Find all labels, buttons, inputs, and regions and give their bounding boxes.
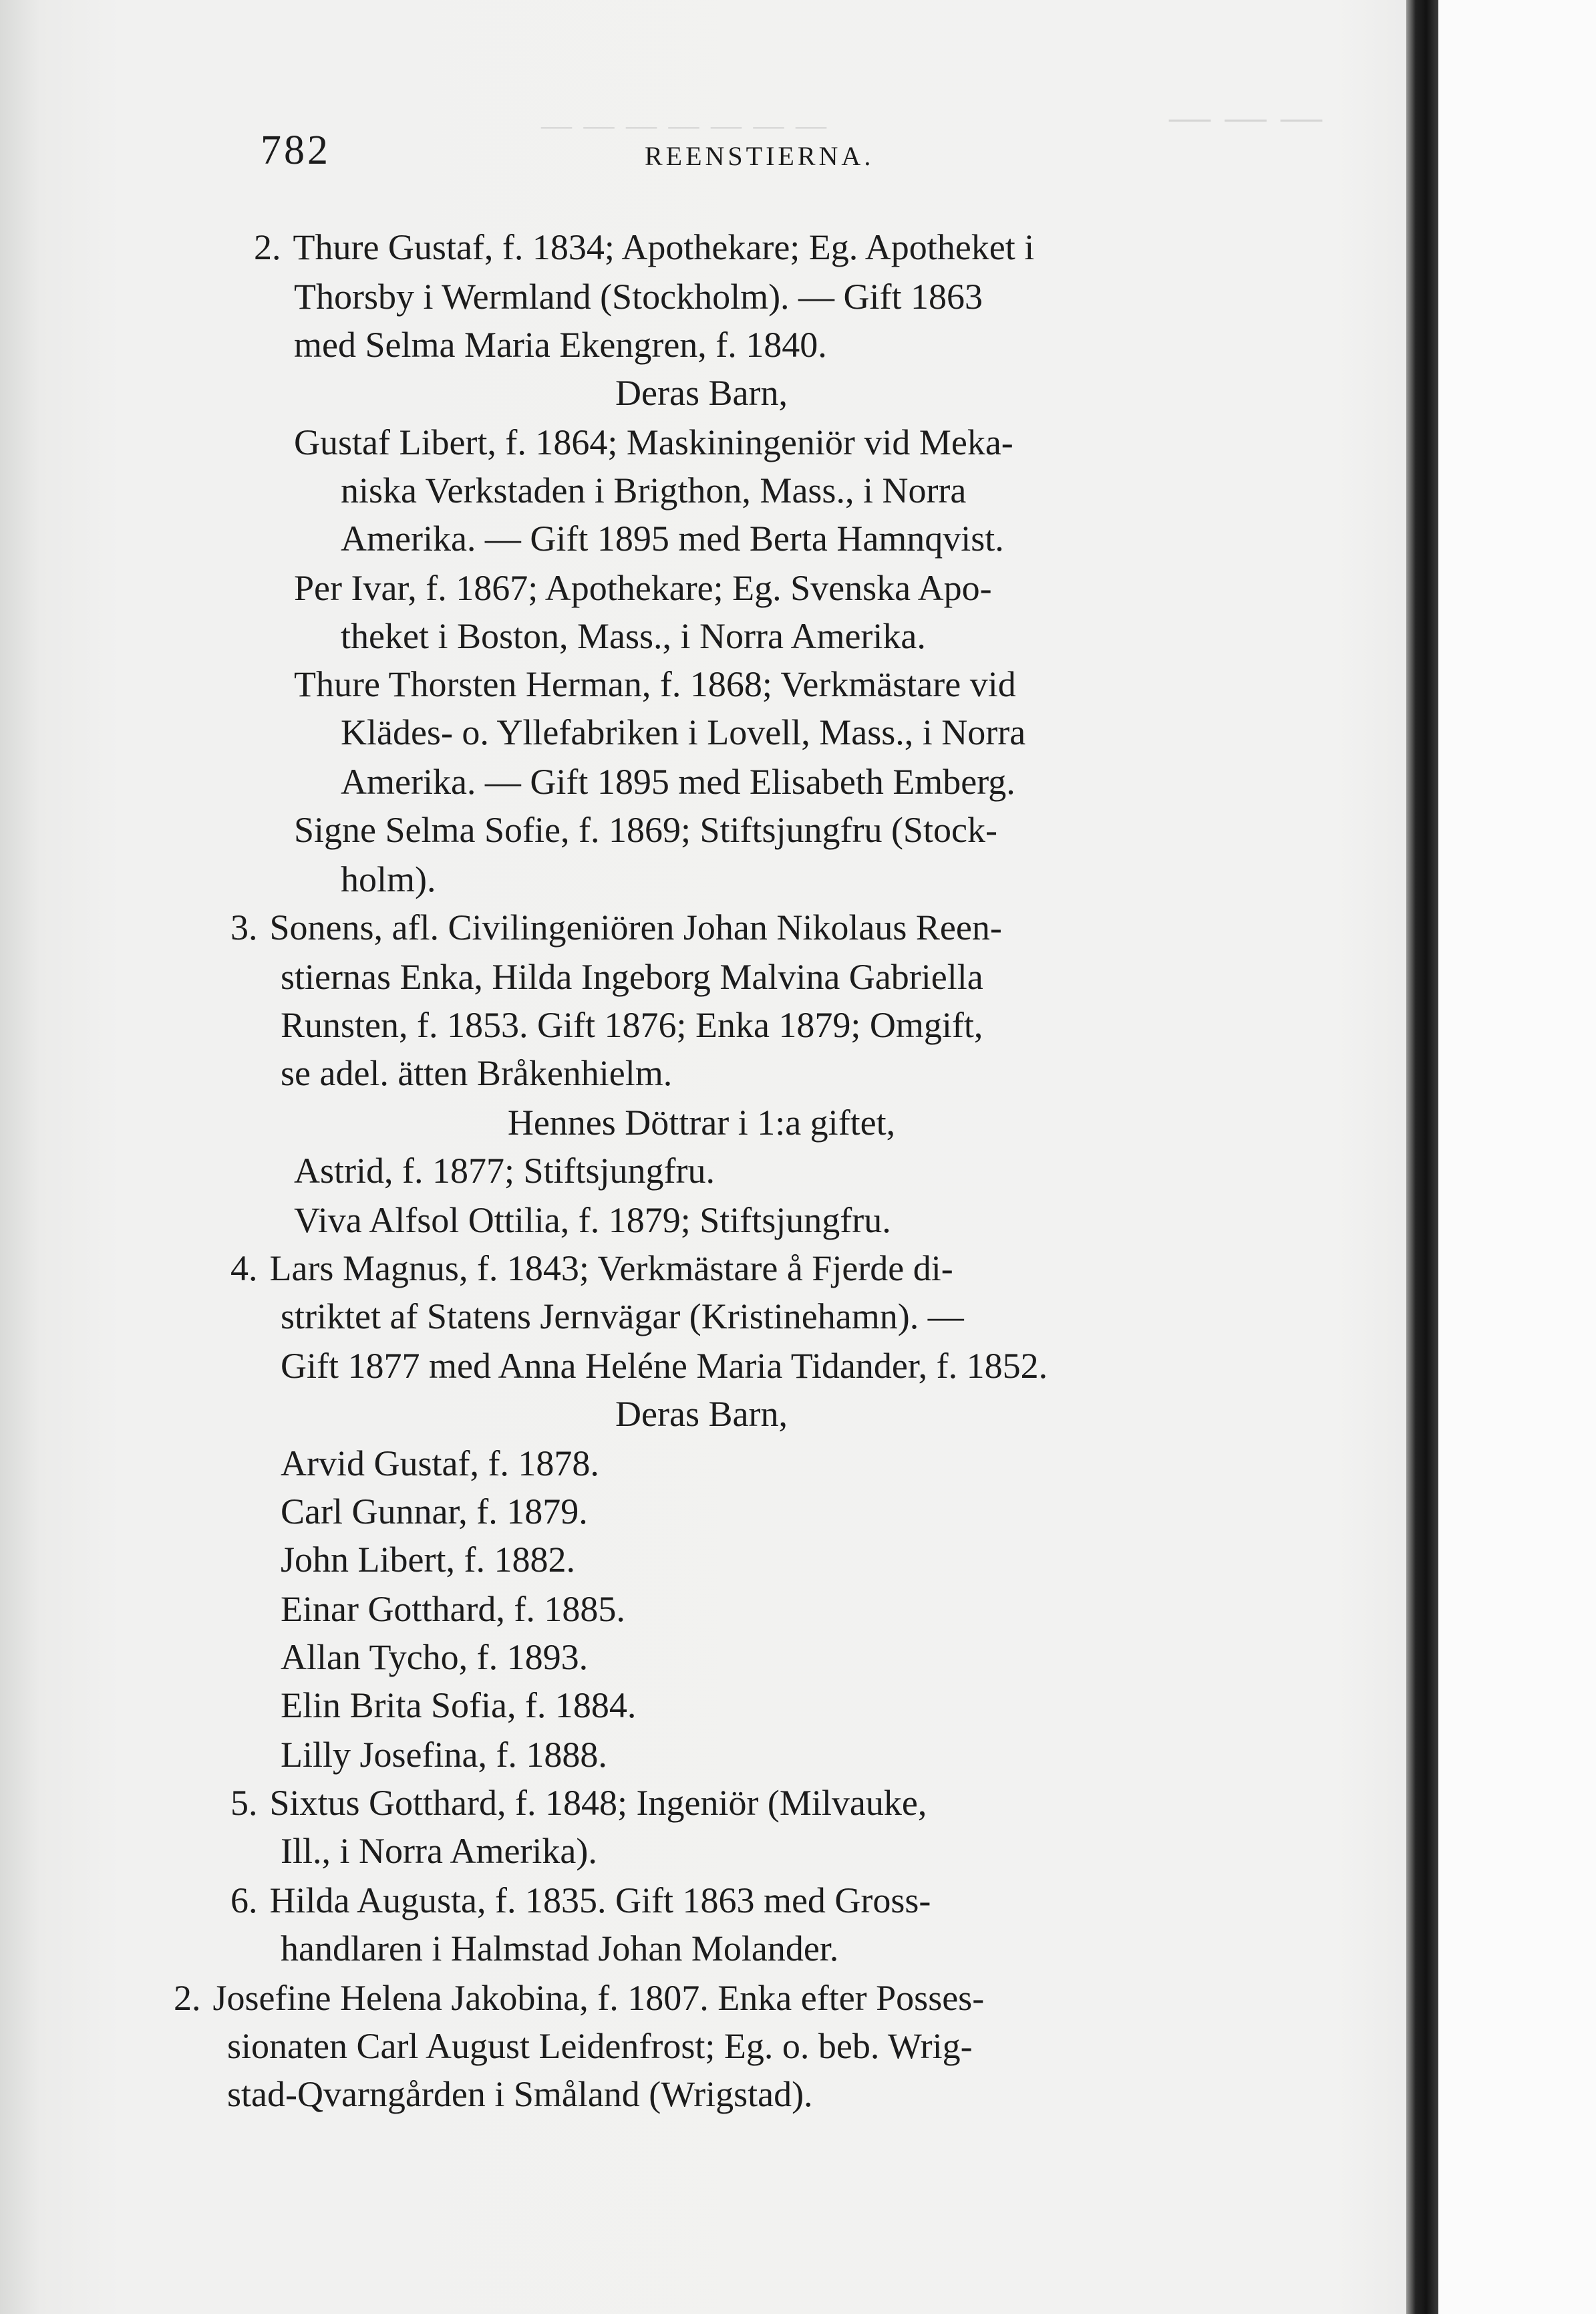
entry-line: niska Verkstaden i Brigthon, Mass., i Norra: [341, 470, 967, 511]
entry-line: stad-Qvarngården i Småland (Wrigstad).: [227, 2074, 813, 2114]
book-spine: [1406, 0, 1438, 2314]
entry-line: 4. Lars Magnus, f. 1843; Verkmästare å Fjerde di-: [230, 1246, 953, 1290]
entry-line: Einar Gotthard, f. 1885.: [281, 1589, 625, 1629]
entry-line: med Selma Maria Ekengren, f. 1840.: [294, 325, 827, 365]
entry-line: Gift 1877 med Anna Heléne Maria Tidander, f. 1852.: [281, 1346, 1048, 1386]
entry-line: 2. Thure Gustaf, f. 1834; Apothekare; Eg. Apotheket i: [254, 225, 1034, 269]
subheading: Deras Barn,: [615, 373, 788, 413]
entry-line: Amerika. — Gift 1895 med Berta Hamnqvist.: [341, 519, 1004, 559]
bleed-through-heading: — — — — — — —: [541, 108, 828, 142]
entry-line: Carl Gunnar, f. 1879.: [281, 1491, 588, 1532]
running-head: REENSTIERNA.: [645, 141, 874, 171]
entry-line: sionaten Carl August Leidenfrost; Eg. o. beb. Wrig-: [227, 2026, 973, 2066]
entry-line: Viva Alfsol Ottilia, f. 1879; Stiftsjungfru.: [294, 1200, 891, 1240]
page-header: [261, 127, 1390, 180]
entry-line: se adel. ätten Bråkenhielm.: [281, 1053, 673, 1093]
entry-line: Klädes- o. Yllefabriken i Lovell, Mass., i Norra: [341, 712, 1026, 752]
entry-line: Thure Thorsten Herman, f. 1868; Verkmästare vid: [294, 664, 1016, 704]
scan-margin: [1438, 0, 1596, 2314]
entry-line: Amerika. — Gift 1895 med Elisabeth Emberg.: [341, 762, 1015, 802]
entry-line: Astrid, f. 1877; Stiftsjungfru.: [294, 1151, 715, 1191]
entry-line: John Libert, f. 1882.: [281, 1540, 575, 1580]
entry-line: Gustaf Libert, f. 1864; Maskiningeniör vid Meka-: [294, 422, 1013, 462]
entry-line: 3. Sonens, afl. Civilingeniören Johan Nikolaus Reen-: [230, 905, 1002, 950]
entry-line: Arvid Gustaf, f. 1878.: [281, 1443, 599, 1483]
subheading: Hennes Döttrar i 1:a giftet,: [507, 1103, 896, 1143]
entry-line: Lilly Josefina, f. 1888.: [281, 1735, 607, 1775]
entry-line: Per Ivar, f. 1867; Apothekare; Eg. Svenska Apo-: [294, 568, 992, 608]
entry-line: Allan Tycho, f. 1893.: [281, 1637, 589, 1677]
entry-number: 2.: [174, 1978, 201, 2018]
entry-number: 5.: [230, 1783, 258, 1823]
entry-line: handlaren i Halmstad Johan Molander.: [281, 1928, 839, 1969]
entry-number: 2.: [254, 227, 281, 267]
entry-number: 3.: [230, 907, 258, 948]
entry-line: 6. Hilda Augusta, f. 1835. Gift 1863 med Gross-: [230, 1878, 931, 1922]
entry-line: Elin Brita Sofia, f. 1884.: [281, 1685, 637, 1725]
entry-line: Ill., i Norra Amerika).: [281, 1831, 597, 1871]
entry-line: Thorsby i Wermland (Stockholm). — Gift 1863: [294, 277, 983, 317]
entry-line: 5. Sixtus Gotthard, f. 1848; Ingeniör (Milvauke,: [230, 1781, 927, 1825]
entry-line: stiernas Enka, Hilda Ingeborg Malvina Gabriella: [281, 957, 983, 997]
bleed-through-page-number: — — —: [1169, 94, 1324, 140]
entry-line: Signe Selma Sofie, f. 1869; Stiftsjungfru (Stock-: [294, 810, 997, 850]
entry-number: 4.: [230, 1248, 258, 1288]
subheading: Deras Barn,: [615, 1394, 788, 1434]
entry-line: holm).: [341, 859, 436, 899]
entry-line: Runsten, f. 1853. Gift 1876; Enka 1879; Omgift,: [281, 1005, 983, 1045]
entry-line: theket i Boston, Mass., i Norra Amerika.: [341, 616, 926, 656]
entry-line: striktet af Statens Jernvägar (Kristinehamn). —: [281, 1296, 964, 1336]
page-number: 782: [261, 128, 331, 173]
entry-line: 2. Josefine Helena Jakobina, f. 1807. Enka efter Posses-: [174, 1976, 984, 2020]
entry-number: 6.: [230, 1880, 258, 1920]
